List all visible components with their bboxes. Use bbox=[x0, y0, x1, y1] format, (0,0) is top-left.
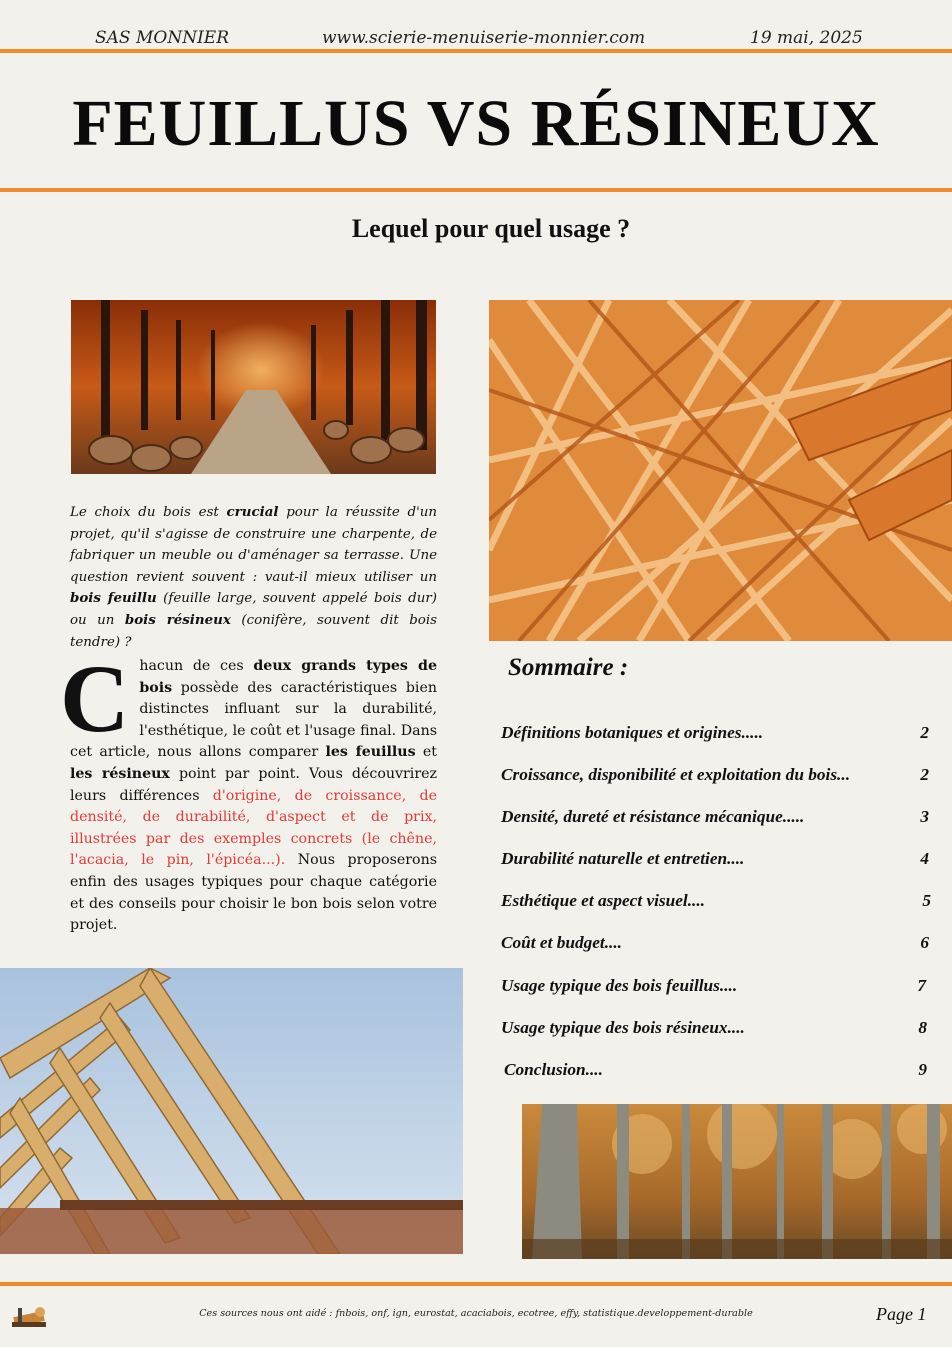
intro-paragraph: Le choix du bois est crucial pour la réussite d'un projet, qu'il s'agisse de construire une charpente, de fabriquer un meuble ou d'aménager sa terrasse. Une question revient souvent : vaut-il mieux utiliser un bois feuillu (feuille large, souvent appelé bois dur) ou un bois résineux (conifère, souvent dit bois tendre) ? bbox=[70, 504, 438, 650]
autumn-forest-photo bbox=[71, 300, 436, 474]
toc-item[interactable]: Esthétique et aspect visuel.... 5 bbox=[501, 891, 931, 910]
toc-page: 2 bbox=[920, 723, 929, 742]
body-paragraph: Chacun de ces deux grands types de bois possède des caractéristiques bien distinctes influant sur la durabilité, l'esthétique, le coût et l'usage final. Dans cet article, nous allons comparer les feuillus et les résineux point par point. Vous découvrirez leurs différences d'origine, de croissance, de densité, de durabilité, d'aspect et de prix, illustrées par des exemples concrets (le chêne, l'acacia, le pin, l'épicéa...). Nous proposerons enfin des usages typiques pour chaque catégorie et des conseils pour choisir le bon bois selon votre projet. bbox=[60, 645, 438, 934]
date: 19 mai, 2025 bbox=[750, 28, 863, 48]
toc-item[interactable]: Usage typique des bois feuillus.... 7 bbox=[501, 976, 926, 995]
toc-item[interactable]: Définitions botaniques et origines..... 2 bbox=[501, 723, 929, 742]
toc-page: 5 bbox=[922, 891, 931, 910]
toc-item[interactable]: Durabilité naturelle et entretien.... 4 bbox=[501, 849, 929, 868]
toc-page: 8 bbox=[918, 1018, 927, 1037]
website-link[interactable]: www.scierie-menuiserie-monnier.com bbox=[322, 28, 646, 48]
toc-page: 7 bbox=[917, 976, 926, 995]
toc-page: 2 bbox=[920, 765, 929, 784]
toc-title: Sommaire : bbox=[508, 654, 629, 681]
highlighted-text: d'origine, de croissance, de densité, de durabilité, d'aspect et de prix, illustrées par des exemples concrets (le chêne, l'acacia, le pin, l'épicéa...). bbox=[70, 787, 438, 869]
toc-item[interactable]: Usage typique des bois résineux.... 8 bbox=[501, 1018, 927, 1037]
page-number: Page 1 bbox=[876, 1304, 927, 1324]
header-rule bbox=[0, 49, 952, 53]
sources-note: Ces sources nous ont aidé : fnbois, onf, ign, eurostat, acaciabois, ecotree, effy, statistique.developpement-durable bbox=[199, 1308, 753, 1319]
wood-lattice-photo bbox=[489, 300, 952, 641]
page-subtitle: Lequel pour quel usage ? bbox=[351, 214, 631, 243]
page-title: FEUILLUS VS RÉSINEUX bbox=[72, 87, 880, 160]
autumn-trunks-photo bbox=[522, 1104, 952, 1259]
toc-item[interactable]: Coût et budget.... 6 bbox=[501, 933, 929, 952]
toc-item[interactable]: Croissance, disponibilité et exploitation du bois... 2 bbox=[501, 765, 929, 784]
toc-item[interactable]: Densité, dureté et résistance mécanique..... 3 bbox=[501, 807, 929, 826]
toc-page: 9 bbox=[918, 1060, 927, 1079]
toc-page: 3 bbox=[920, 807, 929, 826]
toc-page: 4 bbox=[920, 849, 929, 868]
roof-frame-photo bbox=[0, 968, 463, 1254]
toc-item[interactable]: Conclusion.... 9 bbox=[504, 1060, 927, 1079]
footer-rule bbox=[0, 1282, 952, 1286]
toc-page: 6 bbox=[920, 933, 929, 952]
drop-cap: C bbox=[60, 645, 130, 752]
title-rule bbox=[0, 188, 952, 192]
company-name: SAS MONNIER bbox=[95, 28, 229, 48]
